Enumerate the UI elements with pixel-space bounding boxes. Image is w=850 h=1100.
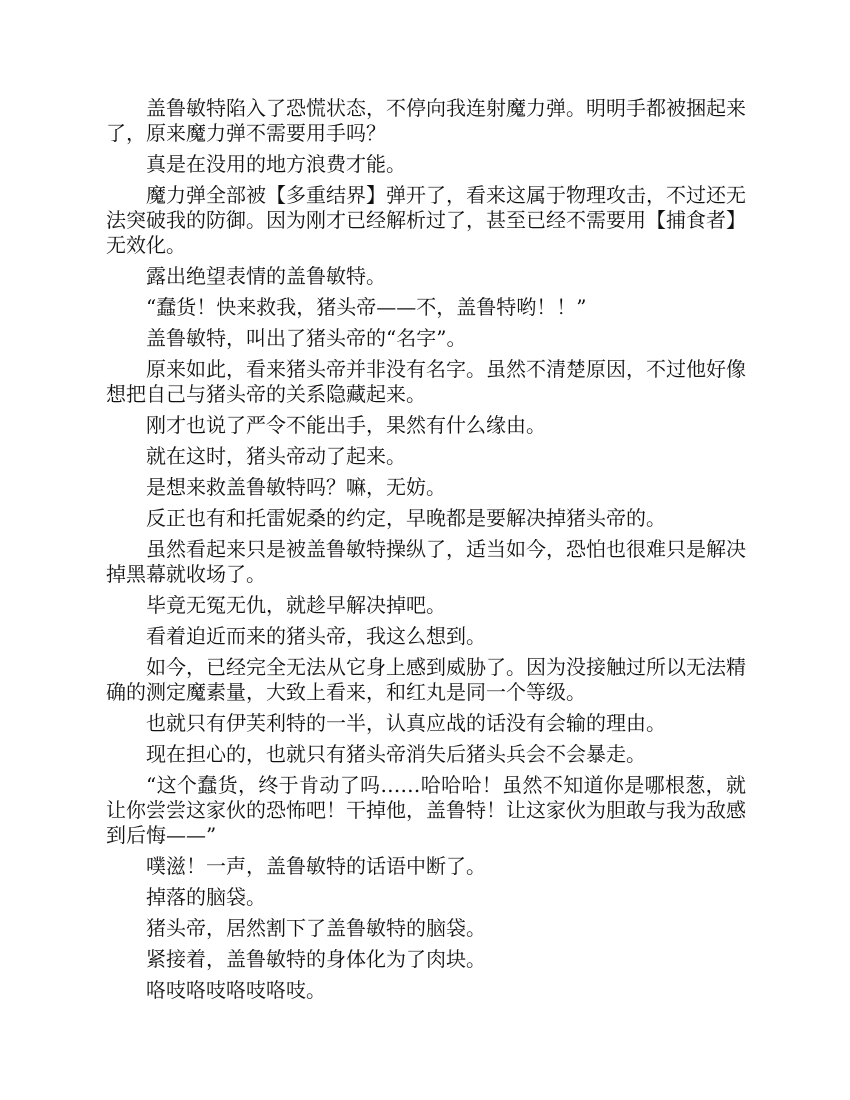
paragraph-19: 噗滋！一声，盖鲁敏特的话语中断了。 bbox=[146, 854, 486, 878]
paragraph-10: 是想来救盖鲁敏特吗？嘛，无妨。 bbox=[146, 475, 446, 499]
paragraph-17: 现在担心的，也就只有猪头帝消失后猪头兵会不会暴走。 bbox=[146, 742, 646, 766]
paragraph-7: 原来如此，看来猪头帝并非没有名字。虽然不清楚原因，不过他好像想把自己与猪头帝的关系隐藏起来。 bbox=[106, 357, 746, 406]
paragraph-12: 虽然看起来只是被盖鲁敏特操纵了，适当如今，恐怕也很难只是解决掉黑幕就收场了。 bbox=[106, 537, 746, 586]
paragraph-21: 猪头帝，居然割下了盖鲁敏特的脑袋。 bbox=[146, 916, 486, 940]
paragraph-3: 魔力弹全部被【多重结界】弹开了，看来这属于物理攻击，不过还无法突破我的防御。因为刚才已经解析过了，甚至已经不需要用【捕食者】无效化。 bbox=[106, 183, 746, 257]
paragraph-16: 也就只有伊芙利特的一半，认真应战的话没有会输的理由。 bbox=[146, 711, 666, 735]
paragraph-5: “蠢货！快来救我，猪头帝——不，盖鲁特哟！！” bbox=[146, 295, 587, 319]
paragraph-13: 毕竟无冤无仇，就趁早解决掉吧。 bbox=[146, 593, 446, 617]
paragraph-23: 咯吱咯吱咯吱咯吱。 bbox=[146, 978, 326, 1002]
paragraph-1: 盖鲁敏特陷入了恐慌状态，不停向我连射魔力弹。明明手都被捆起来了，原来魔力弹不需要用手吗？ bbox=[106, 96, 746, 145]
paragraph-4: 露出绝望表情的盖鲁敏特。 bbox=[146, 264, 386, 288]
paragraph-2: 真是在没用的地方浪费才能。 bbox=[146, 152, 406, 176]
paragraph-20: 掉落的脑袋。 bbox=[146, 885, 266, 909]
document-page bbox=[106, 96, 746, 1009]
paragraph-6: 盖鲁敏特，叫出了猪头帝的“名字”。 bbox=[146, 326, 467, 350]
paragraph-11: 反正也有和托雷妮桑的约定，早晚都是要解决掉猪头帝的。 bbox=[146, 506, 666, 530]
paragraph-15: 如今，已经完全无法从它身上感到威胁了。因为没接触过所以无法精确的测定魔素量，大致上看来，和红丸是同一个等级。 bbox=[106, 655, 746, 704]
paragraph-8: 刚才也说了严令不能出手，果然有什么缘由。 bbox=[146, 413, 546, 437]
paragraph-18: “这个蠢货，终于肯动了吗……哈哈哈！虽然不知道你是哪根葱，就让你尝尝这家伙的恐怖吧！干掉他，盖鲁特！让这家伙为胆敢与我为敌感到后悔——” bbox=[106, 773, 746, 847]
paragraph-22: 紧接着，盖鲁敏特的身体化为了肉块。 bbox=[146, 947, 486, 971]
paragraph-14: 看着迫近而来的猪头帝，我这么想到。 bbox=[146, 624, 486, 648]
paragraph-9: 就在这时，猪头帝动了起来。 bbox=[146, 444, 406, 468]
